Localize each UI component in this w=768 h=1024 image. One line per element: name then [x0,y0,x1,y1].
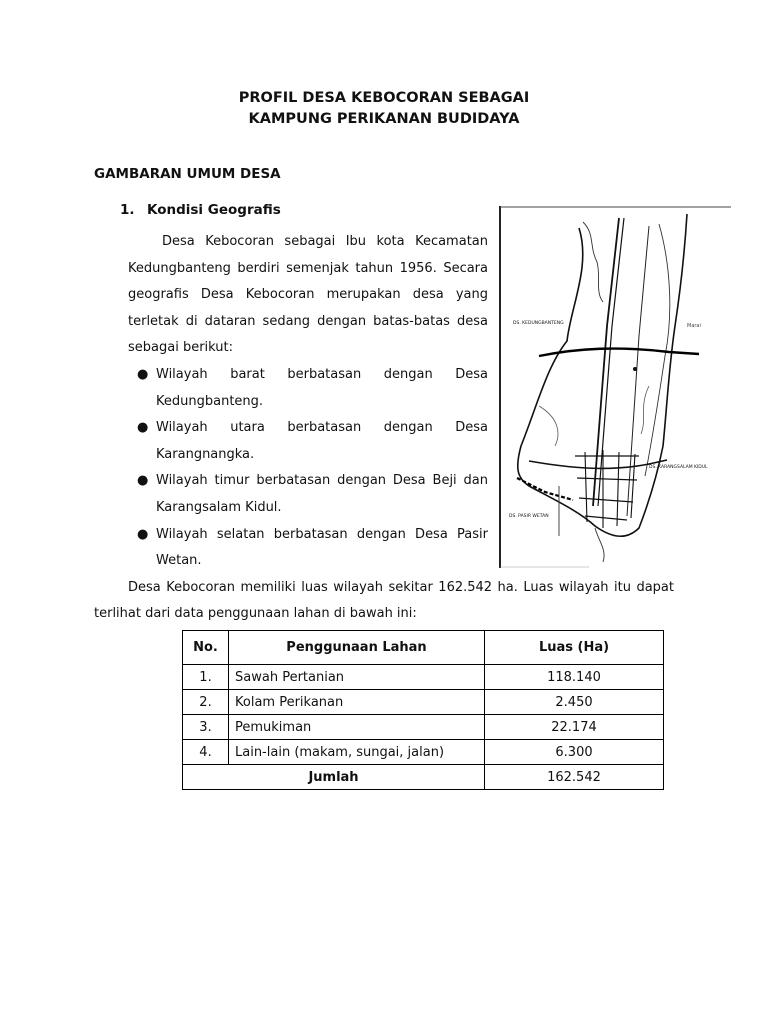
table-total-row [183,765,664,790]
list-item-text: Wilayah selatan berbatasan dengan Desa Pasir Wetan. [156,526,488,569]
row-land-use: Sawah Pertanian [229,665,485,690]
list-item [128,522,488,575]
table-row [183,665,664,690]
village-map [499,206,732,568]
geography-text [128,229,488,575]
map-label-east: Marai [687,323,701,329]
list-item-text: Wilayah timur berbatasan dengan Desa Beji dan Karangsalam Kidul. [156,473,488,515]
row-area: 6.300 [485,740,664,765]
row-land-use: Kolam Perikanan [229,690,485,715]
table-row [183,715,664,740]
list-item [128,468,488,521]
table-row [183,690,664,715]
border-list [128,362,488,575]
map-label-south: DS. PASIR WETAN [509,514,549,519]
subsection-heading [120,202,281,218]
row-area: 118.140 [485,665,664,690]
bullet-icon: ● [137,366,149,382]
row-land-use: Lain-lain (makam, sungai, jalan) [229,740,485,765]
total-value: 162.542 [485,765,664,790]
table-header-row [183,631,664,665]
table-row [183,740,664,765]
header-land-use: Penggunaan Lahan [229,631,485,665]
geography-paragraph: Desa Kebocoran sebagai Ibu kota Kecamatan Kedungbanteng berdiri semenjak tahun 1956. Secara geografis Desa Kebocoran merupakan desa yang terletak di dataran sedang dengan batas-batas desa sebagai berikut: [128,234,488,356]
row-area: 2.450 [485,690,664,715]
list-item [128,415,488,468]
map-label-west: DS. KEDUNGBANTENG [513,321,564,326]
row-no: 1. [183,665,229,690]
bullet-icon: ● [137,420,149,436]
bullet-icon: ● [137,473,149,489]
list-item-text: Wilayah utara berbatasan dengan Desa Karangnangka. [156,420,488,462]
land-use-table [182,630,664,790]
bullet-icon: ● [137,526,149,542]
page-title-line-1: PROFIL DESA KEBOCORAN SEBAGAI [238,90,530,106]
row-land-use: Pemukiman [229,715,485,740]
row-area: 22.174 [485,715,664,740]
page-title-line-2: KAMPUNG PERIKANAN BUDIDAYA [248,111,520,127]
list-item-text: Wilayah barat berbatasan dengan Desa Kedungbanteng. [156,366,488,409]
subsection-number: 1. [120,202,135,218]
row-no: 3. [183,715,229,740]
list-item [128,362,488,415]
section-heading: GAMBARAN UMUM DESA [94,166,281,182]
header-area: Luas (Ha) [485,631,664,665]
row-no: 2. [183,690,229,715]
total-label: Jumlah [183,765,485,790]
land-use-intro-paragraph: Desa Kebocoran memiliki luas wilayah sekitar 162.542 ha. Luas wilayah itu dapat terlihat dari data penggunaan lahan di bawah ini: [94,580,674,621]
subsection-title: Kondisi Geografis [147,202,281,218]
row-no: 4. [183,740,229,765]
map-label-southeast: DS. KARANGSALAM KIDUL [649,465,708,470]
header-no: No. [183,631,229,665]
